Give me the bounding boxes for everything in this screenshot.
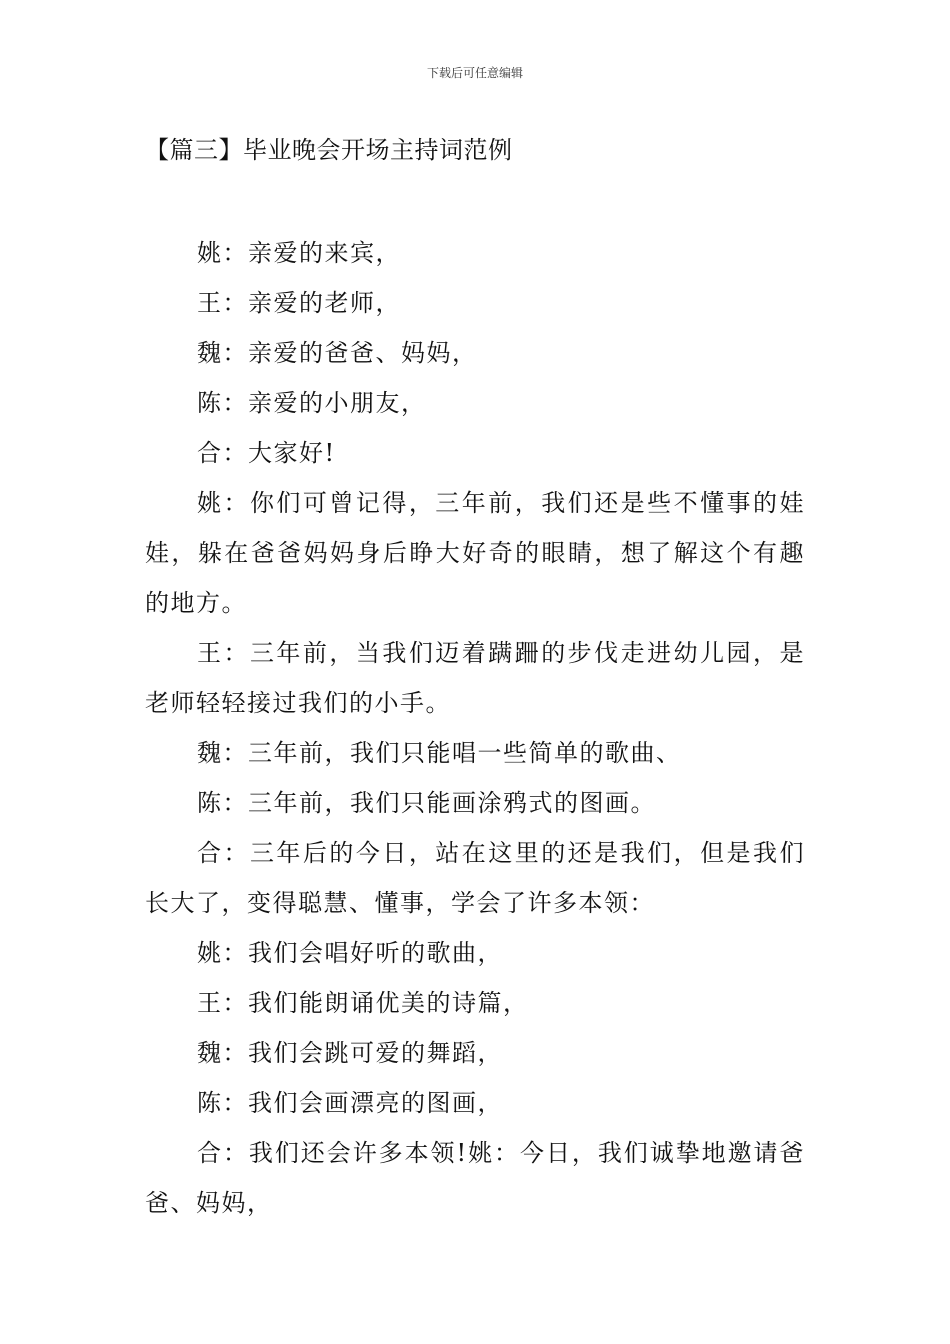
paragraph: 王：亲爱的老师， xyxy=(197,289,401,317)
paragraph: 姚：亲爱的来宾， xyxy=(197,239,401,267)
paragraph: 王：三年前，当我们迈着蹒跚的步伐走进幼儿园，是老师轻轻接过我们的小手。 xyxy=(145,639,805,717)
paragraph: 合：我们还会许多本领!姚：今日，我们诚挚地邀请爸爸、妈妈， xyxy=(145,1139,805,1217)
paragraph: 姚：你们可曾记得，三年前，我们还是些不懂事的娃娃，躲在爸爸妈妈身后睁大好奇的眼睛，想了解这个有趣的地方。 xyxy=(145,489,805,617)
paragraph: 魏：我们会跳可爱的舞蹈， xyxy=(197,1039,503,1067)
paragraph: 陈：我们会画漂亮的图画， xyxy=(197,1089,503,1117)
paragraph: 魏：亲爱的爸爸、妈妈， xyxy=(197,339,478,367)
paragraph: 魏：三年前，我们只能唱一些简单的歌曲、 xyxy=(197,739,682,767)
paragraph: 合：三年后的今日，站在这里的还是我们，但是我们长大了，变得聪慧、懂事，学会了许多本领： xyxy=(145,839,805,917)
paragraph: 合：大家好! xyxy=(197,439,336,467)
paragraph: 陈：三年前，我们只能画涂鸦式的图画。 xyxy=(197,789,656,817)
paragraph: 姚：我们会唱好听的歌曲， xyxy=(197,939,503,967)
paragraph: 陈：亲爱的小朋友， xyxy=(197,389,427,417)
document-title: 【篇三】毕业晚会开场主持词范例 xyxy=(145,136,513,164)
paragraph: 王：我们能朗诵优美的诗篇， xyxy=(197,989,529,1017)
page-header-note: 下载后可任意编辑 xyxy=(426,66,523,80)
document-body xyxy=(145,228,805,1228)
